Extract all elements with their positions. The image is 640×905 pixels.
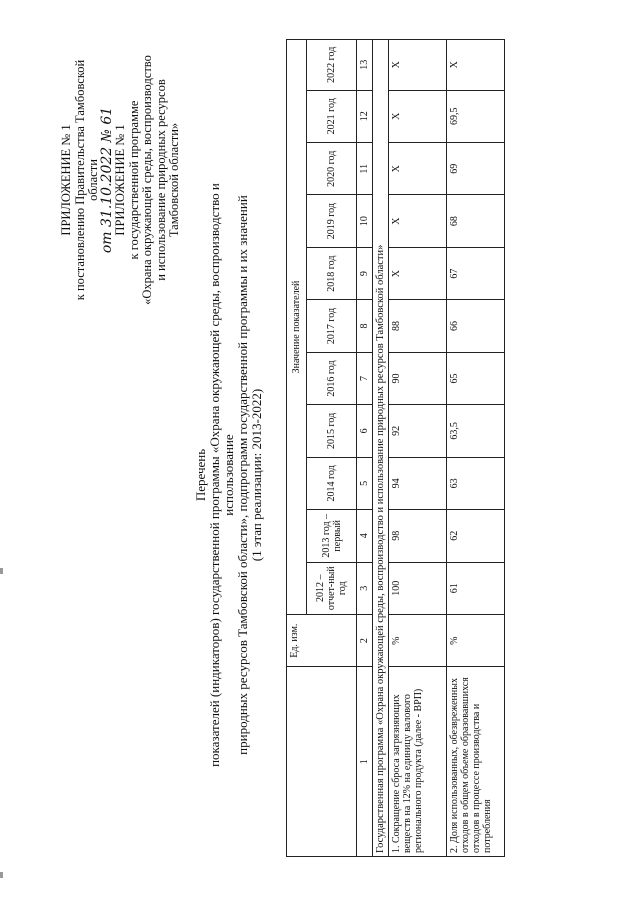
- appendix-title-2: ПРИЛОЖЕНИЕ № 1: [113, 124, 127, 236]
- column-number: 11: [357, 143, 373, 195]
- column-number: 9: [357, 247, 373, 299]
- appendix-program-name-2: и использование природных ресурсов: [153, 79, 168, 281]
- column-number: 7: [357, 352, 373, 404]
- year-header: 2014 год: [307, 457, 357, 509]
- year-header: 2015 год: [307, 405, 357, 457]
- year-header: 2022 год: [307, 40, 357, 91]
- value-cell: 92: [389, 405, 447, 457]
- title-line-3: (1 этап реализации: 2013-2022): [249, 388, 264, 562]
- year-header: 2021 год: [307, 90, 357, 142]
- value-cell: 61: [447, 562, 505, 614]
- column-number: 1: [357, 667, 373, 857]
- indicator-name: 2. Доля использованных, обезвреженных отходов в общем объеме образовавшихся отходов в процессе производства и потребления: [447, 667, 505, 857]
- column-number: 6: [357, 405, 373, 457]
- column-number: 10: [357, 195, 373, 247]
- year-header: 2013 год – первый: [307, 510, 357, 562]
- value-cell: X: [389, 195, 447, 247]
- column-number: 2: [357, 614, 373, 666]
- value-cell: 94: [389, 457, 447, 509]
- value-cell: 88: [389, 300, 447, 352]
- header-unit: Ед. изм.: [287, 614, 357, 666]
- column-number: 5: [357, 457, 373, 509]
- indicator-unit: %: [447, 614, 505, 666]
- column-number: 12: [357, 90, 373, 142]
- year-header: 2016 год: [307, 352, 357, 404]
- value-cell: 100: [389, 562, 447, 614]
- column-number: 13: [357, 40, 373, 91]
- title-line-1: показателей (индикаторов) государственной программы «Охрана окружающей среды, воспроизводство и использование: [207, 183, 236, 767]
- appendix-title: ПРИЛОЖЕНИЕ № 1: [59, 124, 73, 236]
- appendix-program-ref: к государственной программе: [126, 100, 141, 260]
- appendix-program-name-3: Тамбовской области»: [167, 122, 181, 238]
- appendix-decree-ref: к постановлению Правительства Тамбовской области: [72, 59, 100, 301]
- value-cell: 90: [389, 352, 447, 404]
- appendix-program-name-1: «Охрана окружающей среды, воспроизводство: [140, 55, 154, 305]
- title-heading: Перечень: [193, 448, 208, 502]
- value-cell: X: [389, 143, 447, 195]
- value-cell: X: [389, 90, 447, 142]
- value-cell: 63,5: [447, 405, 505, 457]
- indicator-unit: %: [389, 614, 447, 666]
- value-cell: 65: [447, 352, 505, 404]
- value-cell: 98: [389, 510, 447, 562]
- column-number: 4: [357, 510, 373, 562]
- column-number: 3: [357, 562, 373, 614]
- value-cell: 69: [447, 143, 505, 195]
- header-indicator-empty: [287, 667, 357, 857]
- value-cell: 68: [447, 195, 505, 247]
- title-line-2: природных ресурсов Тамбовской области», подпрограмм государственной программы и их значений: [235, 195, 250, 755]
- value-cell: X: [447, 40, 505, 91]
- value-cell: 63: [447, 457, 505, 509]
- year-header: 2017 год: [307, 300, 357, 352]
- value-cell: 66: [447, 300, 505, 352]
- appendix-block: [60, 45, 182, 315]
- scan-mark: [0, 872, 3, 878]
- value-cell: 69,5: [447, 90, 505, 142]
- indicator-name: 1. Сокращение сброса загрязняющих веществ на 12% на единицу валового регионального продукта (далее - ВРП): [389, 667, 447, 857]
- value-cell: X: [389, 247, 447, 299]
- year-header: 2020 год: [307, 143, 357, 195]
- column-number: 8: [357, 300, 373, 352]
- section-row: Государственная программа «Охрана окружающей среды, воспроизводство и использование природных ресурсов Тамбовской области»: [373, 40, 389, 857]
- year-header: 2018 год: [307, 247, 357, 299]
- value-cell: X: [389, 40, 447, 91]
- year-header: 2012 – отчет-ный год: [307, 562, 357, 614]
- scan-mark: [0, 568, 3, 574]
- value-cell: 67: [447, 247, 505, 299]
- value-cell: 62: [447, 510, 505, 562]
- appendix-decree-date: от 31.10.2022 № 61: [98, 106, 115, 254]
- indicators-table: [286, 39, 505, 857]
- header-values: Значение показателей: [287, 40, 307, 615]
- document-title: [194, 145, 264, 805]
- year-header: 2019 год: [307, 195, 357, 247]
